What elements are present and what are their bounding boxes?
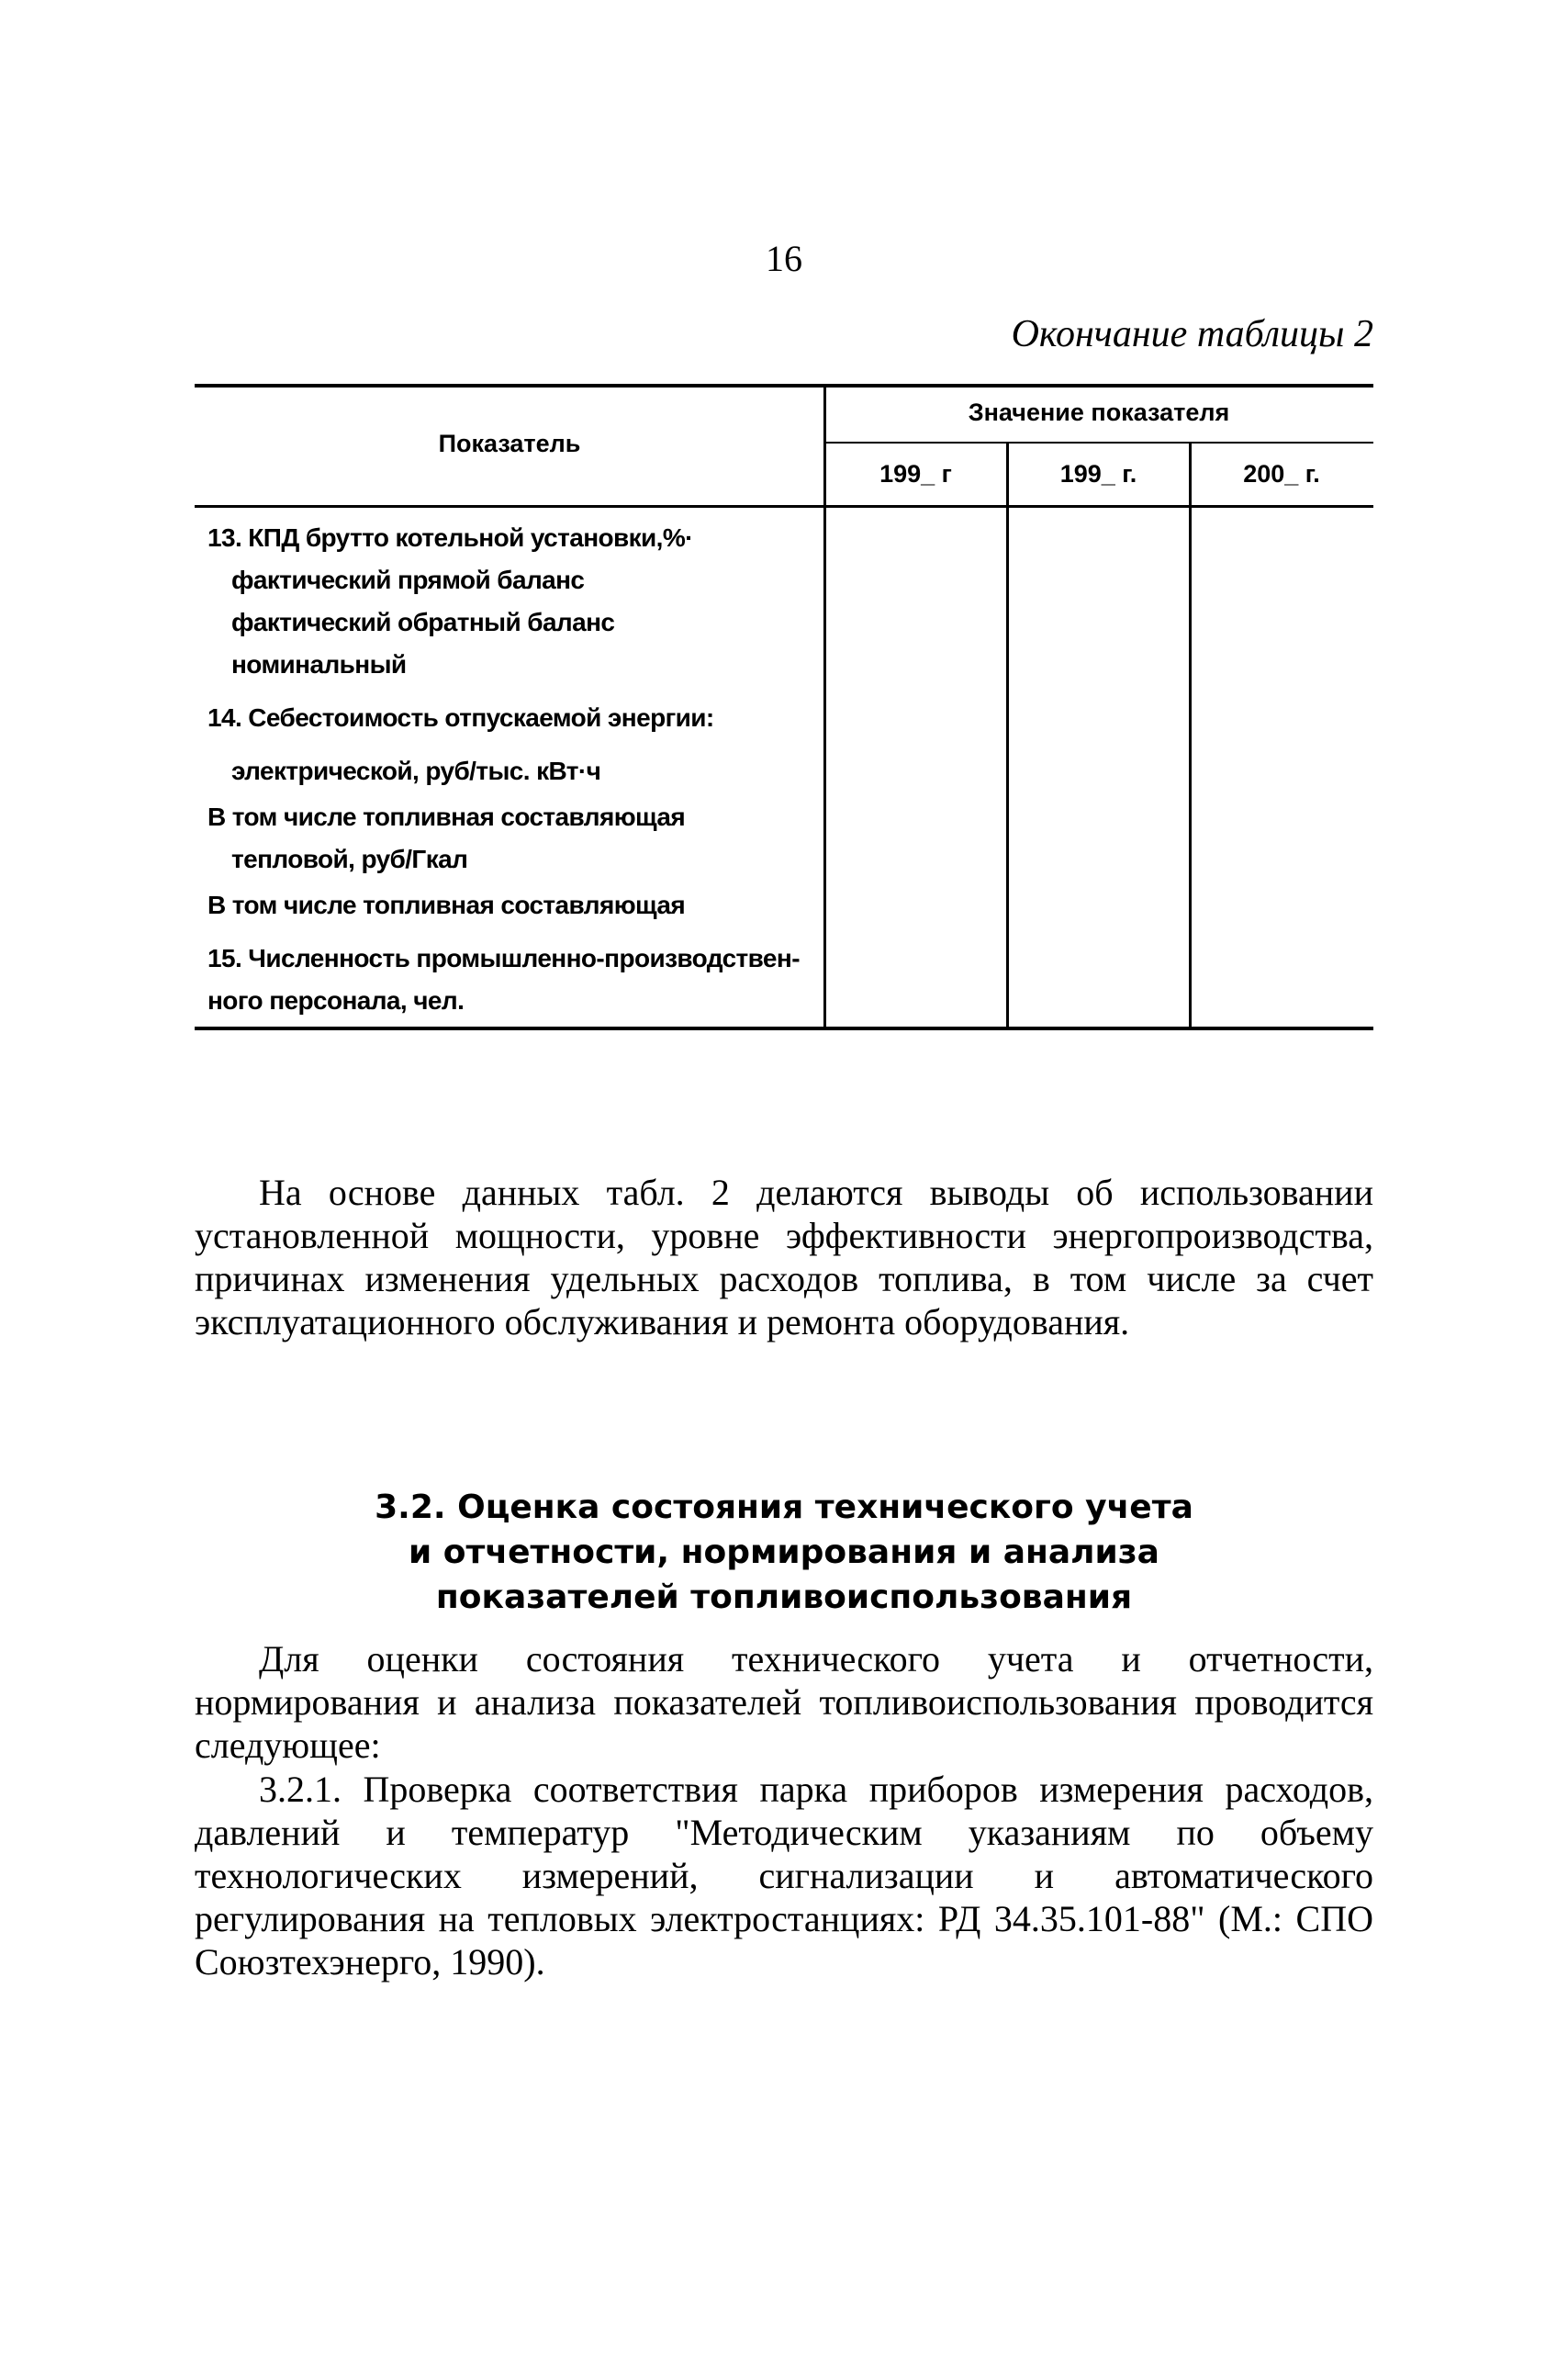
column-header-year-1: 199_ г	[879, 460, 952, 488]
section-heading-line: 3.2. Оценка состояния технического учета	[375, 1488, 1193, 1526]
table-caption: Окончание таблицы 2	[1011, 313, 1373, 355]
column-header-year-2: 199_ г.	[1059, 460, 1137, 488]
table-row-label: электрической, руб/тыс. кВт·ч	[231, 757, 601, 785]
paragraph-intro	[195, 1637, 1373, 1767]
paragraph-text: На основе данных табл. 2 делаются выводы об использовании установленной мощности, уровне эффективности энергопроизводства, причинах изменения удельных расходов топлива, в том числе за счет эксплуатационного обслуживания и ремонта оборудования.	[195, 1172, 1373, 1342]
section-heading	[195, 1485, 1373, 1620]
table-row-label: 13. КПД брутто котельной установки,%·	[207, 523, 693, 552]
paragraph-conclusions	[195, 1171, 1373, 1343]
table-subheader-rule	[824, 442, 1373, 444]
page-number: 16	[766, 238, 802, 279]
table-row-label: 14. Себестоимость отпускаемой энергии:	[207, 703, 714, 732]
table-top-rule	[195, 384, 1373, 388]
paragraph-text: Для оценки состояния технического учета и отчетности, нормирования и анализа показателей топливоиспользования проводится следующее:	[195, 1638, 1373, 1766]
table-column-divider	[1006, 442, 1009, 1030]
table-row-label: тепловой, руб/Гкал	[231, 845, 468, 873]
section-heading-line: показателей топливоиспользования	[435, 1578, 1133, 1616]
column-header-value: Значение показателя	[968, 399, 1230, 426]
column-header-indicator: Показатель	[438, 430, 581, 457]
table-row-label: В том числе топливная составляющая	[207, 891, 686, 919]
column-header-year-3: 200_ г.	[1243, 460, 1320, 488]
table-row-label: фактический обратный баланс	[231, 608, 615, 636]
table-column-divider	[1189, 442, 1192, 1030]
section-heading-line: и отчетности, нормирования и анализа	[409, 1533, 1159, 1571]
table-row-label: ного персонала, чел.	[207, 986, 465, 1015]
table-row-label: В том числе топливная составляющая	[207, 803, 686, 831]
paragraph-item-3-2-1	[195, 1768, 1373, 1983]
table-row-label: номинальный	[231, 650, 407, 679]
table-row-label: 15. Численность промышленно-производствен-	[207, 944, 800, 972]
table-row-label: фактический прямой баланс	[231, 566, 585, 594]
paragraph-text: 3.2.1. Проверка соответствия парка приборов измерения расходов, давлений и температур "Методическим указаниям по объему технологических измерений, сигнализации и автоматического регулирования на тепловых электростанциях: РД 34.35.101-88" (М.: СПО Союзтехэнерго, 1990).	[195, 1769, 1373, 1983]
table-bottom-rule	[195, 1027, 1373, 1030]
table-header-rule	[195, 505, 1373, 508]
